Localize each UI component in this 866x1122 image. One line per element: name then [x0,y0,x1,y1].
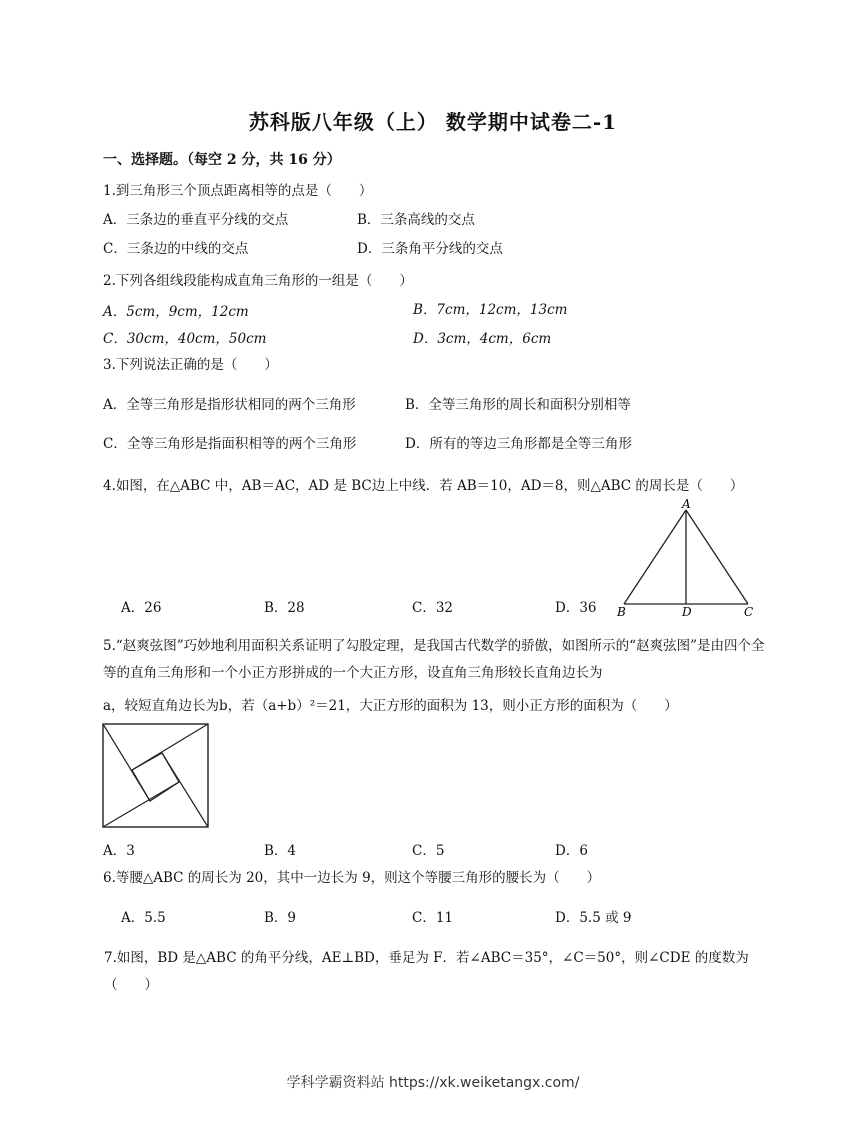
question-2-stem: 2.下列各组线段能构成直角三角形的一组是（ ） [103,273,413,289]
question-5-stem-continued: a，较短直角边长为b，若（a+b）²＝21，大正方形的面积为 13，则小正方形的面积为（ ） [103,698,678,714]
zhao-shuang-chord-diagram [102,723,210,829]
question-6-stem: 6.等腰△ABC 的周长为 20，其中一边长为 9，则这个等腰三角形的腰长为（ ） [103,870,601,886]
question-4-option-a: A．26 [121,600,162,616]
vertex-label-c: C [744,605,754,619]
question-2-option-c: C．30cm，40cm，50cm [103,331,267,347]
question-3-option-b: B．全等三角形的周长和面积分别相等 [405,397,631,413]
question-7-stem: 7.如图，BD 是△ABC 的角平分线，AE⊥BD，垂足为 F．若∠ABC＝35°，∠C＝50°，则∠CDE 的度数为（ ） [104,950,749,993]
triangle-edge [103,782,179,827]
page-title: 苏科版八年级（上） 数学期中试卷二-1 [248,110,618,134]
vertex-label-b: B [617,605,626,619]
question-5-option-b: B．4 [264,843,297,859]
question-5-stem: 5.“赵爽弦图”巧妙地利用面积关系证明了勾股定理，是我国古代数学的骄傲，如图所示的“赵爽弦图”是由四个全等的直角三角形和一个小正方形拼成的一个大正方形，设直角三角形较长直角边长为 [103,638,765,681]
side-ac [686,510,748,604]
question-6-option-d: D．5.5 或 9 [555,910,632,926]
question-2-option-a: A．5cm，9cm，12cm [103,304,249,320]
question-3-option-d: D．所有的等边三角形都是全等三角形 [405,436,632,452]
question-5-option-a: A．3 [103,843,135,859]
question-6-option-b: B．9 [264,910,297,926]
question-3-option-c: C．全等三角形是指面积相等的两个三角形 [103,436,357,452]
question-3-option-a: A．全等三角形是指形状相同的两个三角形 [103,397,356,413]
question-2-option-d: D．3cm，4cm，6cm [413,331,552,347]
question-4-stem: 4.如图，在△ABC 中，AB＝AC，AD 是 BC边上中线．若 AB＝10，AD＝8，则△ABC 的周长是（ ） [103,478,744,494]
question-2-option-b: B．7cm，12cm，13cm [413,302,568,318]
question-4-option-c: C．32 [412,600,454,616]
vertex-label-d: D [682,605,692,619]
question-5-option-c: C．5 [412,843,445,859]
question-5-option-d: D．6 [555,843,588,859]
question-6-option-a: A．5.5 [121,910,166,926]
question-1-option-d: D．三条角平分线的交点 [357,241,503,257]
triangle-abc-figure [612,498,762,620]
question-1-option-a: A．三条边的垂直平分线的交点 [103,212,289,228]
section-heading: 一、选择题。（每空 2 分，共 16 分） [103,152,341,168]
question-4-option-b: B．28 [264,600,305,616]
side-ab [624,510,686,604]
question-6-option-c: C．11 [412,910,454,926]
large-square [103,724,208,827]
page-footer: 学科学霸资料站 https://xk.weiketangx.com/ [286,1075,580,1091]
question-1-option-b: B．三条高线的交点 [357,212,475,228]
small-square [132,753,179,801]
vertex-label-a: A [682,498,691,511]
question-1-option-c: C．三条边的中线的交点 [103,241,249,257]
question-1-stem: 1.到三角形三个顶点距离相等的点是（ ） [103,183,373,199]
question-4-option-d: D．36 [555,600,597,616]
question-3-stem: 3.下列说法正确的是（ ） [103,357,278,373]
